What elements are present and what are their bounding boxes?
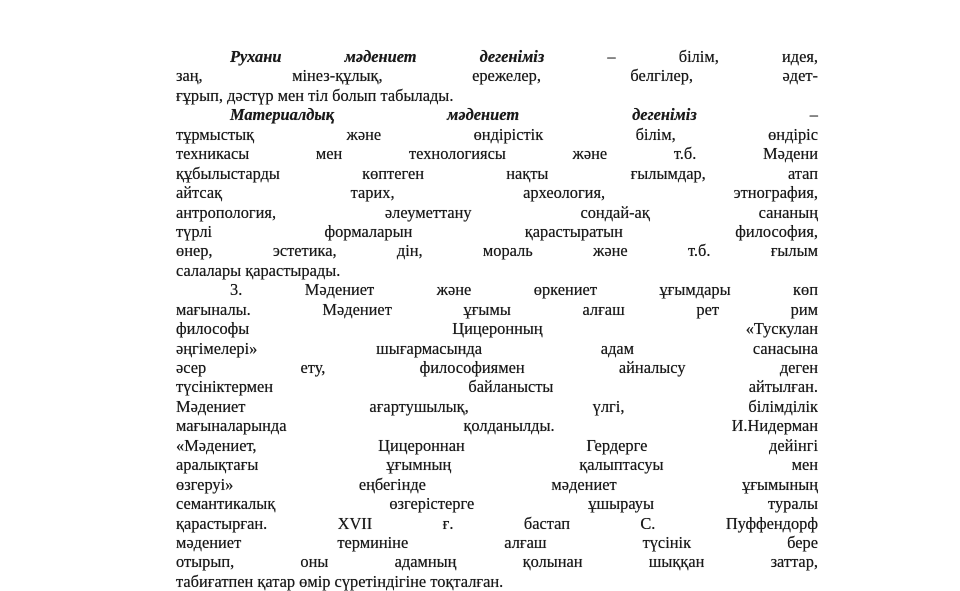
text-line (176, 222, 818, 241)
term-heading: Материалдық мәдениет дегеніміз (230, 105, 697, 125)
text-line (176, 436, 818, 455)
text-segment: тұрмыстық және өндірістік білім, өндіріс (176, 124, 818, 144)
text-line (176, 183, 818, 202)
text-line (176, 533, 818, 552)
text-segment: әсер ету, философиямен айналысу деген (176, 358, 818, 377)
text-segment: мағыналы. Мәдениет ұғымы алғаш рет рим (176, 299, 818, 319)
text-line (176, 358, 818, 377)
text-segment: – білім, идея, (544, 47, 818, 66)
text-line (176, 397, 818, 416)
text-line (176, 66, 818, 85)
text-line (176, 241, 818, 260)
text-line (176, 105, 818, 124)
text-segment: заң, мінез-құлық, ережелер, белгілер, әдет- (176, 66, 818, 86)
text-line (176, 377, 818, 396)
text-segment: аралықтағы ұғымның қалыптасуы мен (176, 455, 818, 475)
text-segment: философы Цицеронның «Тускулан (176, 319, 818, 339)
text-segment: 3. Мәдениет және өркениет ұғымдары көп (230, 280, 818, 300)
text-line (176, 86, 818, 105)
text-segment: құбылыстарды көптеген нақты ғылымдар, атап (176, 163, 818, 183)
text-segment: әңгімелері» шығармасында адам санасына (176, 338, 818, 358)
text-segment: түсініктермен байланысты айтылған. (176, 377, 818, 397)
text-segment: семантикалық өзгерістерге ұшырауы туралы (176, 494, 818, 514)
text-line (176, 455, 818, 474)
text-line (176, 164, 818, 183)
text-segment: түрлі формаларын қарастыратын философия, (176, 221, 818, 241)
text-line (176, 125, 818, 144)
text-line (176, 552, 818, 571)
document-text (176, 47, 818, 591)
text-segment: техникасы мен технологиясы және т.б. Мәдени (176, 144, 818, 164)
text-segment: қарастырған. XVII ғ. бастап С. Пуффендорф (176, 513, 818, 533)
text-segment: – (696, 105, 819, 125)
text-line (176, 416, 818, 435)
text-line (176, 47, 818, 66)
text-segment: отырып, оны адамның қолынан шыққан заттар, (176, 552, 818, 572)
term-heading: Рухани мәдениет дегеніміз (230, 47, 545, 66)
text-line (176, 475, 818, 494)
text-line (176, 300, 818, 319)
text-segment: салалары қарастырады. (176, 260, 341, 280)
text-segment: өзгеруі» еңбегінде мәдениет ұғымының (176, 474, 818, 494)
text-line (176, 514, 818, 533)
text-line (176, 494, 818, 513)
text-segment: ғұрып, дәстүр мен тіл болып табылады. (176, 85, 454, 105)
text-line (176, 319, 818, 338)
text-line (176, 261, 818, 280)
text-segment: «Мәдениет, Цицероннан Гердерге дейінгі (176, 435, 818, 455)
text-line (176, 144, 818, 163)
text-line (176, 203, 818, 222)
text-segment: мағыналарында қолданылды. И.Нидерман (176, 416, 818, 436)
text-segment: Мәдениет ағартушылық, үлгі, білімділік (176, 396, 818, 416)
text-line (176, 572, 818, 591)
text-line (176, 339, 818, 358)
text-segment: мәдениет терминіне алғаш түсінік бере (176, 532, 818, 552)
text-segment: өнер, эстетика, дін, мораль және т.б. ғылым (176, 241, 818, 261)
text-segment: табиғатпен қатар өмір сүретіндігіне тоқталған. (176, 571, 504, 591)
text-segment: антропология, әлеуметтану сондай-ақ сананың (176, 202, 818, 222)
text-segment: айтсақ тарих, археология, этнография, (176, 183, 818, 203)
text-line (176, 280, 818, 299)
